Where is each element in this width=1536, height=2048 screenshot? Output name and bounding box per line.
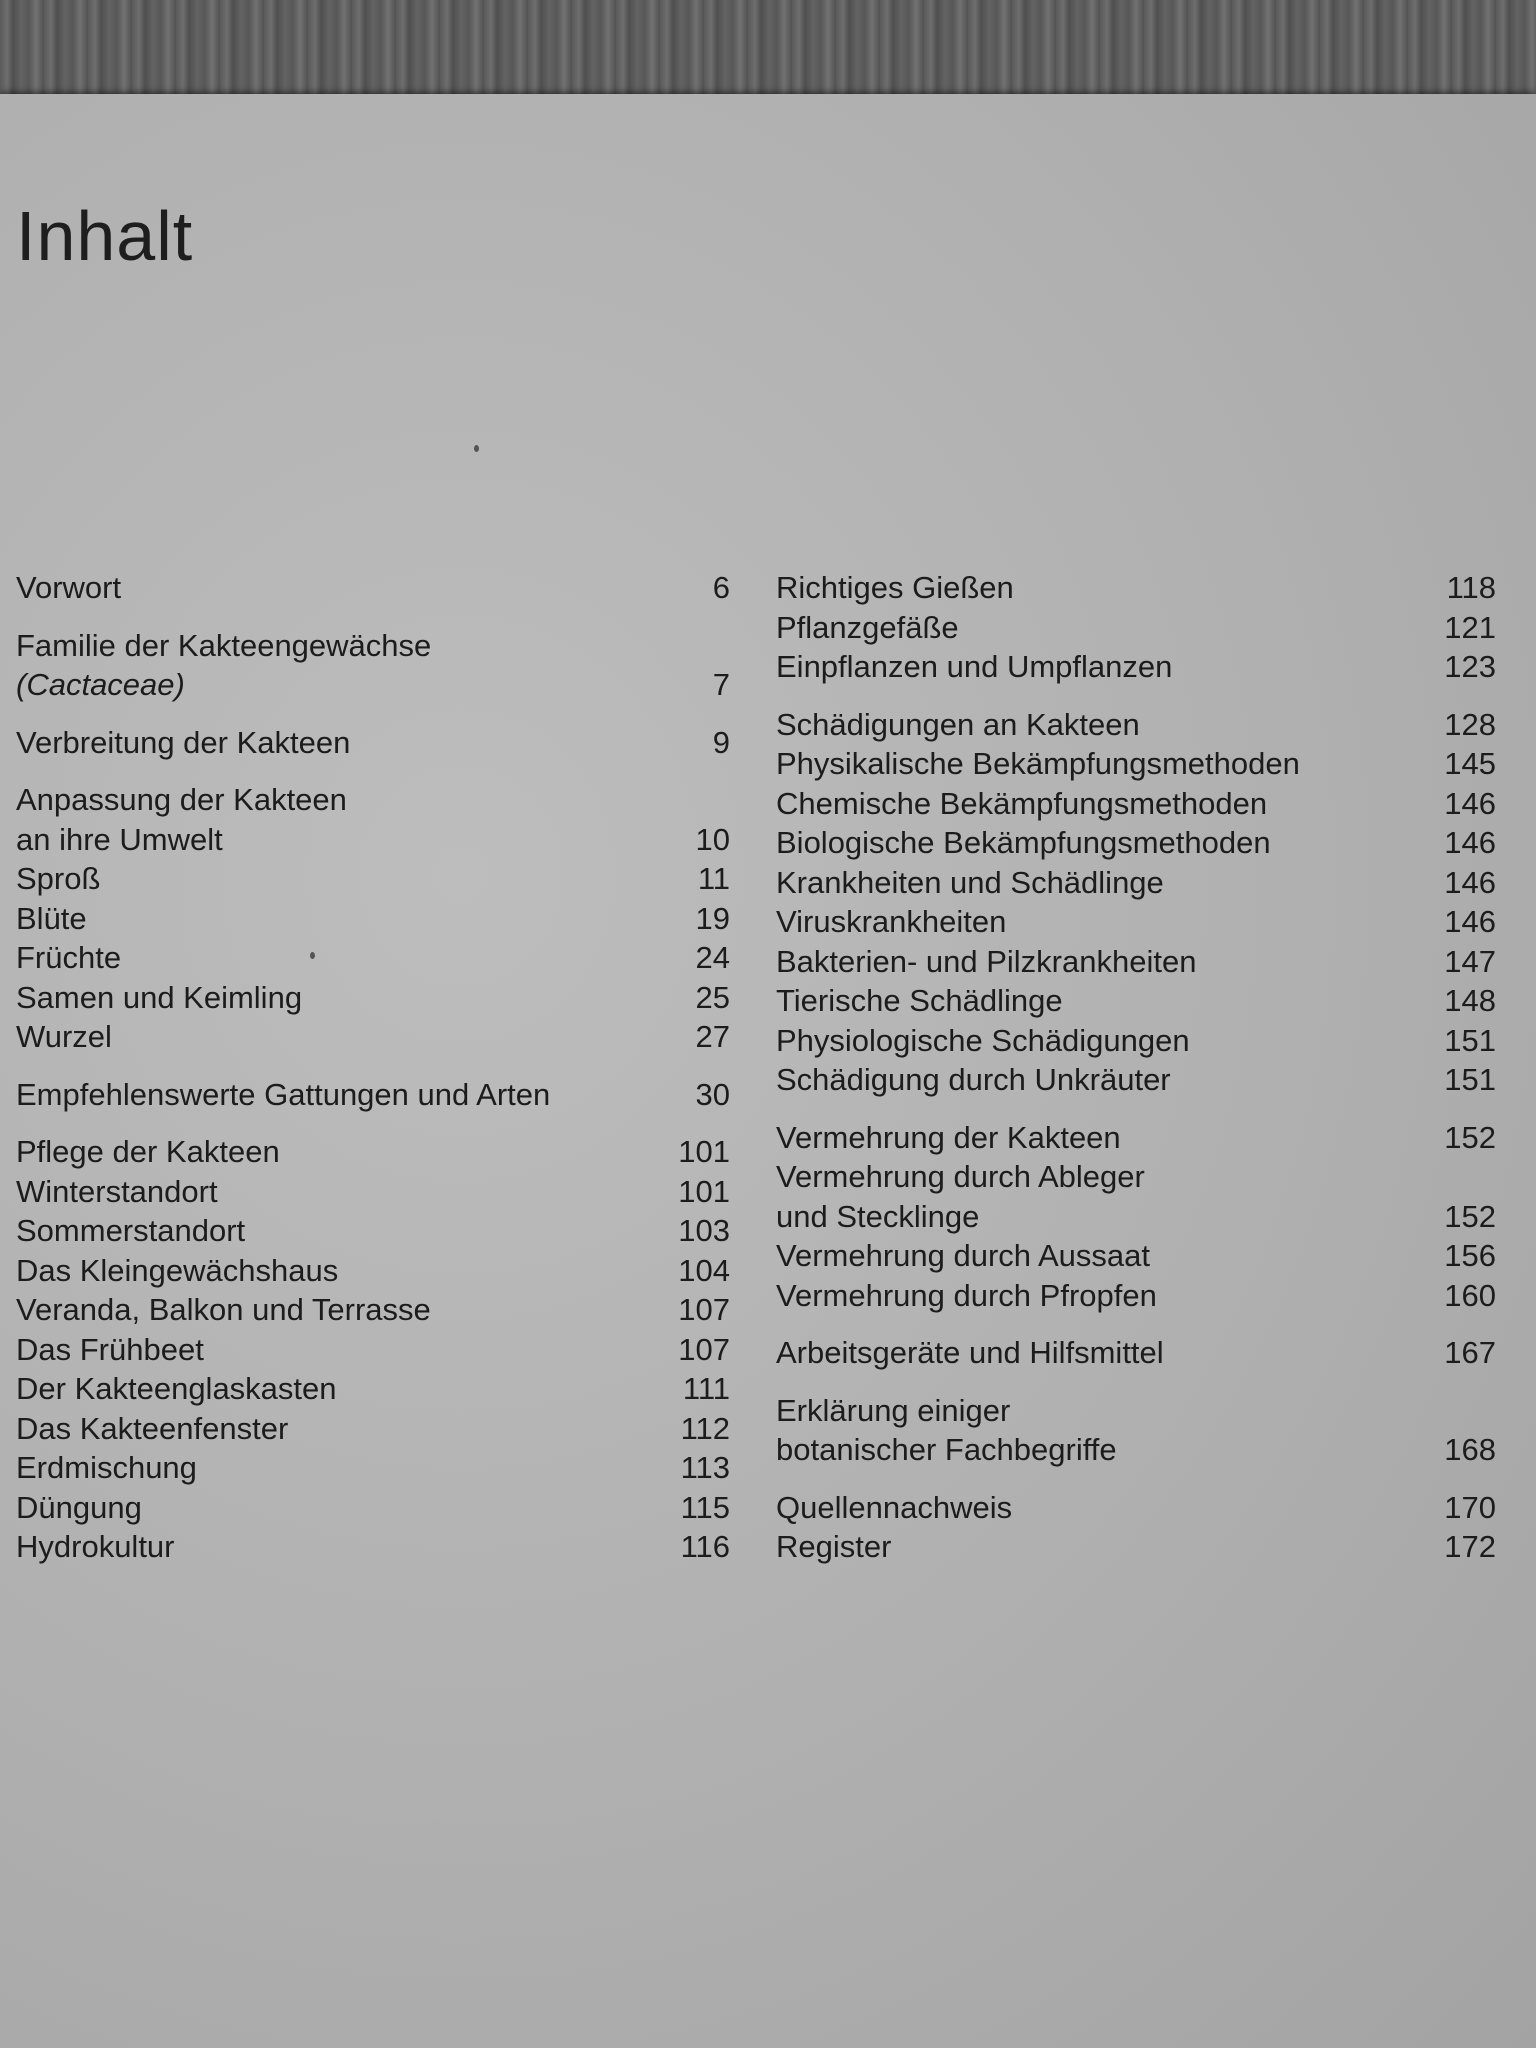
toc-entry-page: 101 [678,1173,730,1209]
toc-entry-label: Vorwort [16,570,122,605]
toc-entry [16,938,730,978]
toc-entry [776,902,1496,942]
toc-entry [776,1157,1496,1197]
toc-entry [776,863,1496,903]
toc-entry-page: 6 [712,570,730,605]
toc-group [16,626,730,705]
toc-entry-page: 27 [695,1019,730,1054]
toc-entry [776,1430,1496,1470]
toc-entry-label: Krankheiten und Schädlinge [776,864,1164,900]
toc-entry-label: botanischer Fachbegriffe [776,1432,1117,1467]
toc-entry-page: 25 [695,979,730,1015]
toc-entry [776,608,1496,648]
toc-entry [16,665,730,705]
toc-entry [776,981,1496,1021]
toc-group [776,1118,1496,1316]
toc-entry-label: Veranda, Balkon und Terrasse [16,1292,431,1327]
toc-entry [16,1488,730,1528]
toc-entry-label: Vermehrung durch Ableger [776,1159,1145,1194]
toc-entry-label: an ihre Umwelt [16,821,223,857]
toc-entry [16,1211,730,1251]
toc-entry-label: Vermehrung durch Pfropfen [776,1277,1157,1313]
toc-entry [16,1075,730,1115]
toc-entry-label: Familie der Kakteengewächse [16,627,432,663]
toc-entry-page: 111 [682,1371,730,1406]
toc-entry-label: Verbreitung der Kakteen [16,724,351,760]
toc-entry-label: Winterstandort [16,1173,218,1209]
toc-entry-label: Empfehlenswerte Gattungen und Arten [16,1076,551,1112]
toc-entry-label: Erklärung einiger [776,1392,1011,1428]
toc-entry-label: Erdmischung [16,1450,197,1485]
toc-entry-label: Schädigung durch Unkräuter [776,1062,1171,1097]
toc-entry [776,1236,1496,1276]
toc-entry-page: 7 [712,667,730,702]
toc-entry [776,647,1496,687]
toc-entry-label: Wurzel [16,1019,112,1054]
toc-entry-label: Register [776,1529,892,1564]
toc-entry-page: 172 [1444,1529,1496,1564]
toc-entry-label: Das Kakteenfenster [16,1410,289,1446]
page-title: Inhalt [16,197,194,275]
toc-entry [776,1527,1496,1567]
toc-entry-label: Hydrokultur [16,1529,175,1564]
toc-entry-page: 10 [695,821,730,857]
toc-group [776,705,1496,1100]
toc-entry-page: 112 [680,1410,730,1446]
toc-entry-page: 24 [695,940,730,975]
toc-entry-page: 160 [1444,1277,1496,1313]
toc-entry [16,820,730,860]
toc-entry-page: 146 [1444,825,1496,860]
toc-entry-label: Anpassung der Kakteen [16,782,347,817]
toc-entry-label: Arbeitsgeräte und Hilfsmittel [776,1335,1164,1370]
toc-entry-page: 145 [1444,746,1496,781]
toc-entry-label: Blüte [16,900,87,936]
toc-entry [16,1527,730,1567]
toc-entry-page: 101 [678,1134,730,1169]
toc-entry-label: Vermehrung durch Aussaat [776,1238,1150,1273]
toc-entry [776,1021,1496,1061]
toc-entry [776,705,1496,745]
toc-entry [16,1290,730,1330]
toc-entry [776,942,1496,982]
toc-group [16,780,730,1057]
toc-entry-label: Der Kakteenglaskasten [16,1371,337,1406]
toc-entry-label: Sproß [16,861,101,896]
toc-entry-page: 116 [680,1529,730,1564]
toc-group [16,1075,730,1115]
toc-entry-page: 19 [695,900,730,936]
toc-entry-page: 148 [1444,983,1496,1018]
toc-entry-label: Pflanzgefäße [776,609,959,645]
toc-entry [16,626,730,666]
toc-entry [776,568,1496,608]
toc-entry-page: 146 [1444,785,1496,821]
toc-entry [776,1060,1496,1100]
toc-right-column [776,568,1496,1585]
toc-entry [16,568,730,608]
toc-entry [16,1251,730,1291]
toc-entry [16,899,730,939]
toc-entry-label: Quellennachweis [776,1489,1013,1525]
toc-entry [16,1017,730,1057]
toc-entry [16,978,730,1018]
toc-entry-label: Physikalische Bekämpfungsmethoden [776,746,1300,781]
toc-entry [16,780,730,820]
toc-entry [16,1172,730,1212]
toc-entry-label: Physiologische Schädigungen [776,1022,1190,1058]
toc-entry-label: Biologische Bekämpfungsmethoden [776,825,1271,860]
toc-entry-page: 107 [678,1331,730,1367]
toc-entry-label: Viruskrankheiten [776,904,1007,939]
paper-speck [474,445,479,452]
toc-entry-page: 152 [1444,1119,1496,1155]
toc-entry-label: Düngung [16,1489,142,1525]
toc-entry-label: Pflege der Kakteen [16,1134,280,1169]
toc-entry-label: Früchte [16,940,122,975]
toc-group [16,1132,730,1567]
toc-entry-label: Einpflanzen und Umpflanzen [776,649,1173,684]
toc-entry-page: 115 [680,1489,730,1525]
toc-entry [16,1132,730,1172]
toc-entry-label: Das Frühbeet [16,1331,204,1367]
toc-entry-page: 107 [678,1292,730,1327]
toc-entry [776,823,1496,863]
toc-entry-label: Schädigungen an Kakteen [776,706,1140,742]
toc-entry-page: 30 [695,1076,730,1112]
toc-entry-page: 156 [1444,1238,1496,1273]
toc-entry [16,1409,730,1449]
toc-entry-page: 121 [1444,609,1496,645]
toc-entry [776,1333,1496,1373]
toc-entry-label: (Cactaceae) [16,667,185,702]
toc-entry-label: Vermehrung der Kakteen [776,1119,1121,1155]
toc-entry-label: Sommerstandort [16,1213,246,1248]
toc-entry-page: 11 [697,861,730,896]
toc-entry [776,1391,1496,1431]
toc-entry-page: 118 [1446,570,1496,605]
toc-entry-page: 147 [1444,943,1496,979]
toc-group [776,1391,1496,1470]
toc-group [776,1333,1496,1373]
toc-entry-page: 146 [1444,864,1496,900]
toc-entry [776,1197,1496,1237]
toc-entry-label: Chemische Bekämpfungsmethoden [776,785,1268,821]
toc-entry [16,1448,730,1488]
toc-entry [776,1276,1496,1316]
toc-group [16,568,730,608]
toc-entry-page: 151 [1444,1062,1496,1097]
toc-entry-page: 103 [678,1213,730,1248]
toc-entry-page: 104 [678,1252,730,1288]
toc-entry [16,859,730,899]
toc-entry [16,723,730,763]
toc-entry [16,1369,730,1409]
toc-entry [776,784,1496,824]
toc-entry [16,1330,730,1370]
toc-entry-page: 151 [1444,1022,1496,1058]
toc-left-column [16,568,730,1585]
toc-entry-label: Tierische Schädlinge [776,983,1063,1018]
toc-entry [776,744,1496,784]
toc-entry-label: Richtiges Gießen [776,570,1014,605]
wood-background [0,0,1536,100]
toc-entry [776,1118,1496,1158]
toc-entry-label: und Stecklinge [776,1198,980,1234]
toc-group [776,568,1496,687]
toc-group [16,723,730,763]
toc-entry-page: 9 [712,724,730,760]
toc-entry-page: 170 [1444,1489,1496,1525]
toc-entry-label: Samen und Keimling [16,979,303,1015]
toc-entry-page: 146 [1444,904,1496,939]
toc-entry-page: 128 [1444,706,1496,742]
toc-entry-page: 113 [680,1450,730,1485]
toc-entry-page: 168 [1444,1432,1496,1467]
toc-entry-label: Bakterien- und Pilzkrankheiten [776,943,1197,979]
toc-entry-page: 152 [1444,1198,1496,1234]
toc-group [776,1488,1496,1567]
toc-entry-label: Das Kleingewächshaus [16,1252,339,1288]
paper-speck [310,952,315,959]
toc-entry-page: 167 [1444,1335,1496,1370]
toc-entry-page: 123 [1444,649,1496,684]
toc-entry [776,1488,1496,1528]
